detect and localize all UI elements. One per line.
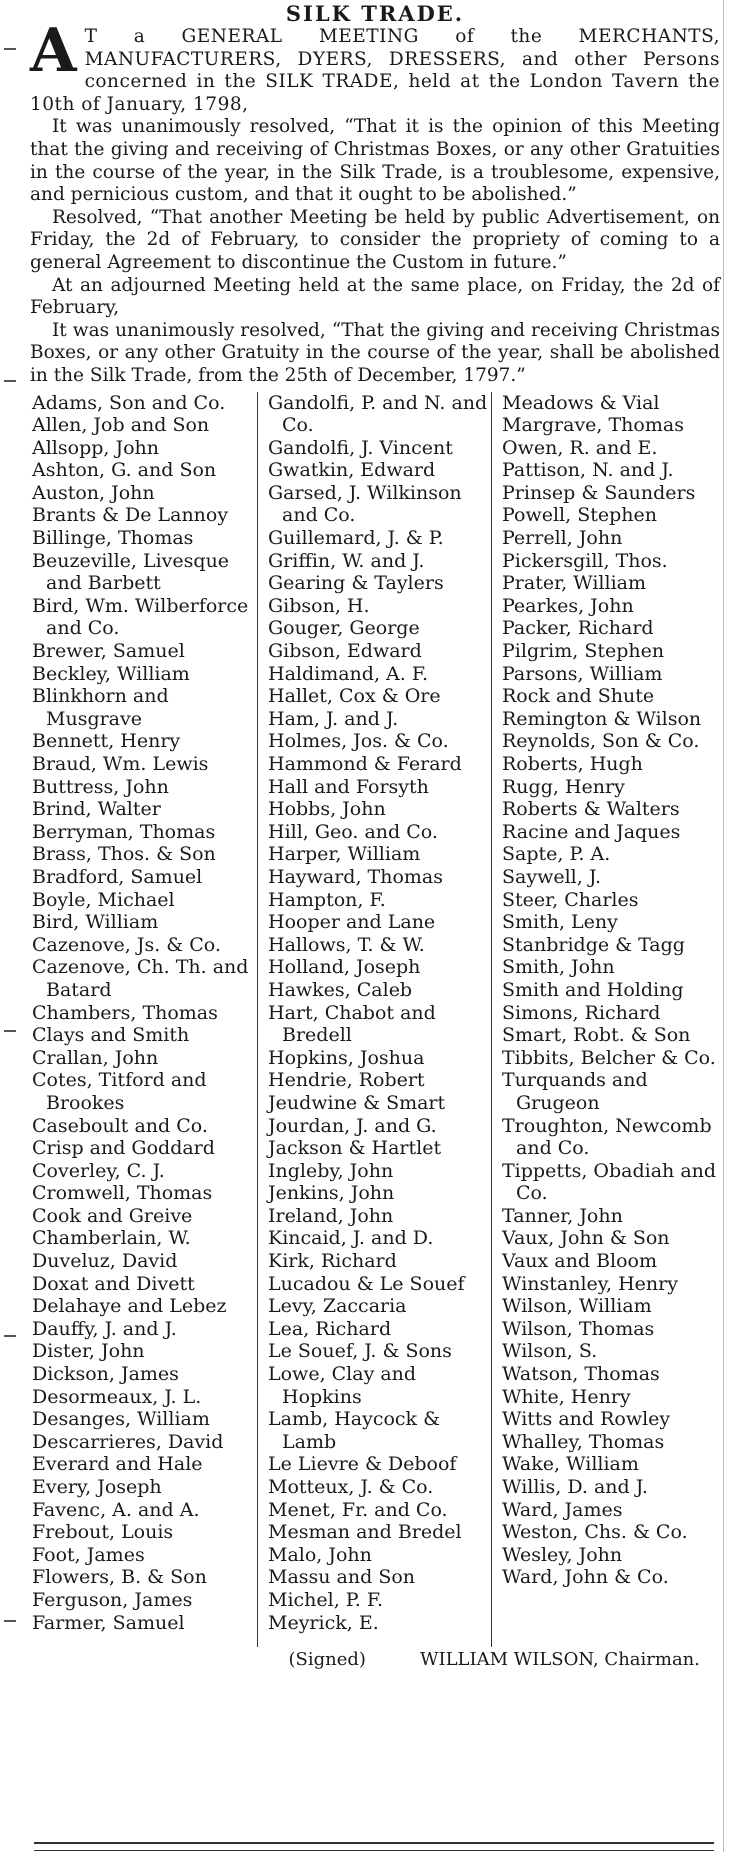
- signatory-name: Smith and Holding: [502, 978, 684, 1001]
- signatory-name: Hill, Geo. and Co.: [268, 820, 438, 843]
- signatory-name: Stanbridge & Tagg: [502, 933, 685, 956]
- signatory-name: Willis, D. and J.: [502, 1476, 648, 1498]
- signatory-name: Favenc, A. and A.: [32, 1498, 200, 1521]
- signatory-name: Dauffy, J. and J.: [32, 1317, 177, 1340]
- signatory-name: Pickersgill, Thos.: [502, 549, 668, 572]
- signatory-name: Cook and Greive: [32, 1204, 193, 1227]
- signatory-name: Buttress, John: [32, 775, 169, 798]
- signatory-name: Braud, Wm. Lewis: [32, 753, 209, 775]
- signatory-name: Levy, Zaccaria: [268, 1295, 407, 1318]
- intro-paragraph: [30, 16, 720, 116]
- heading: SILK TRADE.: [285, 1, 465, 26]
- signatory-name: Dister, John: [32, 1340, 145, 1363]
- signatory-name: Mesman and Bredel: [268, 1521, 462, 1544]
- signatory-name: Brass, Thos. & Son: [32, 843, 216, 866]
- intro-text: T a GENERAL MEETING of the MERCHANTS, MANUFACTURERS, DYERS, DRESSERS, and other Persons concerned in the SILK TRADE, held at the London Tavern the 10th of January, 1798,: [30, 26, 720, 115]
- adjacent-column-fragment: [723, 0, 750, 1852]
- signatory-name: Smith, Leny: [502, 911, 618, 934]
- signatory-name: Massu and Son: [268, 1566, 416, 1589]
- signatory-name: Every, Joseph: [32, 1476, 162, 1498]
- signatory-name: Chambers, Thomas: [32, 1001, 218, 1024]
- left-margin-marks: [0, 0, 26, 1852]
- signatory-name: Billinge, Thomas: [32, 527, 194, 550]
- signatory-name: Gwatkin, Edward: [268, 459, 436, 482]
- signatory-name: Griffin, W. and J.: [268, 549, 425, 572]
- signatory-name: Hopkins, Joshua: [268, 1046, 425, 1069]
- signatory-name: Rock and Shute: [502, 685, 655, 708]
- signatory-name: Brind, Walter: [32, 798, 161, 821]
- signatory-name: Ingleby, John: [268, 1159, 394, 1182]
- signatory-name: Simons, Richard: [502, 1001, 661, 1024]
- signatory-name: Desanges, William: [32, 1408, 210, 1431]
- signatory-name: Holmes, Jos. & Co.: [268, 730, 449, 753]
- signatory-name: Blinkhorn and Musgrave: [32, 685, 169, 730]
- signatory-name: Cazenove, Js. & Co.: [32, 933, 221, 956]
- signatory-name: Descarrieres, David: [32, 1430, 224, 1453]
- chairman-name: WILLIAM WILSON, Chairman.: [419, 1648, 700, 1670]
- signatory-name: Beuzeville, Livesque and Barbett: [32, 549, 230, 595]
- signatory-name: Lucadou & Le Souef: [268, 1272, 465, 1295]
- signature-line: [30, 1649, 720, 1671]
- signatory-name: Vaux, John & Son: [502, 1227, 670, 1250]
- signatory-name: Tippetts, Obadiah and Co.: [502, 1159, 717, 1205]
- signatory-name: Adams, Son and Co.: [32, 391, 226, 414]
- signatory-name: Whalley, Thomas: [502, 1430, 665, 1453]
- signatory-name: Remington & Wilson: [502, 707, 702, 730]
- signatory-name: Ham, J. and J.: [268, 707, 399, 730]
- signatories-column-2: [257, 392, 491, 1647]
- signatory-name: Jeudwine & Smart: [268, 1091, 446, 1114]
- signatory-name: Hendrie, Robert: [268, 1069, 425, 1092]
- signatory-name: Berryman, Thomas: [32, 820, 216, 843]
- signatory-name: Hayward, Thomas: [268, 865, 443, 888]
- signatory-name: Brants & De Lannoy: [32, 504, 229, 527]
- signatory-name: Harper, William: [268, 843, 421, 866]
- signatory-name: Gearing & Taylers: [268, 572, 444, 595]
- signatory-name: Malo, John: [268, 1543, 372, 1566]
- advertisement: [30, 2, 720, 1671]
- signatory-name: Crallan, John: [32, 1046, 159, 1069]
- signatory-name: Tanner, John: [502, 1204, 623, 1227]
- signatory-name: Holland, Joseph: [268, 956, 421, 979]
- signatory-name: Brewer, Samuel: [32, 640, 185, 663]
- signatory-name: Hart, Chabot and Bredell: [268, 1001, 436, 1047]
- signatory-name: Auston, John: [32, 481, 155, 504]
- signatory-name: Wilson, S.: [502, 1340, 598, 1363]
- signatory-name: Hammond & Ferard: [268, 753, 462, 775]
- signatory-name: Michel, P. F.: [268, 1588, 384, 1611]
- signatory-name: Steer, Charles: [502, 888, 639, 911]
- signatory-name: Smith, John: [502, 956, 615, 979]
- signatory-name: Ward, John & Co.: [502, 1566, 669, 1589]
- signatory-name: Ward, James: [502, 1498, 623, 1521]
- signatory-name: Bradford, Samuel: [32, 865, 203, 888]
- signatory-name: Racine and Jaques: [502, 820, 681, 843]
- signed-label: (Signed): [288, 1648, 366, 1670]
- signatory-name: Cromwell, Thomas: [32, 1182, 213, 1205]
- signatory-name: Vaux and Bloom: [502, 1250, 657, 1273]
- signatory-name: Le Souef, J. & Sons: [268, 1340, 452, 1363]
- signatory-name: Reynolds, Son & Co.: [502, 730, 700, 753]
- signatory-name: Wake, William: [502, 1453, 639, 1476]
- signatory-name: Prater, William: [502, 572, 646, 595]
- signatory-name: Bird, Wm. Wilberforce and Co.: [32, 594, 249, 640]
- signatory-name: Haldimand, A. F.: [268, 662, 429, 685]
- signatory-name: Garsed, J. Wilkinson and Co.: [268, 481, 462, 527]
- signatory-name: Margrave, Thomas: [502, 414, 684, 437]
- signatory-name: Gandolfi, P. and N. and Co.: [268, 391, 488, 437]
- signatory-name: Meadows & Vial: [502, 391, 660, 414]
- signatory-name: Lowe, Clay and Hopkins: [268, 1363, 417, 1408]
- signatory-name: Everard and Hale: [32, 1453, 203, 1476]
- signatory-name: Crisp and Goddard: [32, 1137, 215, 1160]
- signatory-name: Desormeaux, J. L.: [32, 1385, 202, 1408]
- signatory-name: Guillemard, J. & P.: [268, 527, 444, 550]
- resolution-3: It was unanimously resolved, “That the giving and receiving Christmas Boxes, or any other Gratuity in the course of the year, shall be abolished in the Silk Trade, from the 25th of December, 1797.”: [30, 319, 720, 386]
- signatory-name: Coverley, C. J.: [32, 1159, 165, 1182]
- signatory-name: Lamb, Haycock & Lamb: [268, 1408, 441, 1453]
- signatory-name: Pilgrim, Stephen: [502, 640, 665, 663]
- signatory-name: Kincaid, J. and D.: [268, 1227, 434, 1250]
- signatory-name: Bird, William: [32, 911, 159, 934]
- signatory-name: Sapte, P. A.: [502, 843, 611, 866]
- signatory-name: Kirk, Richard: [268, 1250, 397, 1273]
- signatory-name: Motteux, J. & Co.: [268, 1476, 434, 1498]
- signatory-name: Ireland, John: [268, 1204, 394, 1227]
- signatory-name: Jenkins, John: [268, 1182, 395, 1205]
- signatory-name: Chamberlain, W.: [32, 1227, 191, 1250]
- signatory-name: Flowers, B. & Son: [32, 1566, 207, 1589]
- signatory-name: Cazenove, Ch. Th. and Batard: [32, 956, 249, 1001]
- signatory-name: Saywell, J.: [502, 865, 601, 888]
- signatory-name: Hall and Forsyth: [268, 775, 429, 798]
- signatories-column-1: [30, 392, 257, 1647]
- signatory-name: Gouger, George: [268, 617, 420, 640]
- signatory-name: Boyle, Michael: [32, 888, 175, 911]
- signatory-name: Turquands and Grugeon: [502, 1069, 648, 1114]
- signatory-name: Gibson, Edward: [268, 640, 422, 663]
- signatory-name: Caseboult and Co.: [32, 1114, 208, 1137]
- signatory-name: Hampton, F.: [268, 888, 386, 911]
- signatories-list: [30, 392, 720, 1647]
- signatory-name: Jackson & Hartlet: [268, 1137, 442, 1160]
- signatory-name: Allen, Job and Son: [32, 414, 210, 437]
- resolution-2: Resolved, “That another Meeting be held by public Advertisement, on Friday, the 2d of February, to consider the propriety of coming to a general Agreement to discontinue the Custom in future.”: [30, 206, 720, 273]
- signatory-name: Frebout, Louis: [32, 1521, 174, 1544]
- signatory-name: Owen, R. and E.: [502, 436, 658, 459]
- signatory-name: Duveluz, David: [32, 1250, 178, 1273]
- signatory-name: Ashton, G. and Son: [32, 459, 217, 482]
- signatory-name: Witts and Rowley: [502, 1408, 671, 1431]
- signatory-name: Perrell, John: [502, 527, 623, 550]
- signatory-name: Hobbs, John: [268, 798, 386, 821]
- signatory-name: Menet, Fr. and Co.: [268, 1498, 448, 1521]
- signatory-name: Le Lievre & Deboof: [268, 1453, 457, 1476]
- signatory-name: Foot, James: [32, 1543, 145, 1566]
- signatory-name: Allsopp, John: [32, 436, 159, 459]
- signatory-name: Winstanley, Henry: [502, 1272, 678, 1295]
- drop-cap: A: [30, 16, 77, 86]
- signatory-name: Troughton, Newcomb and Co.: [502, 1114, 712, 1160]
- signatory-name: Wilson, Thomas: [502, 1317, 655, 1340]
- signatory-name: Jourdan, J. and G.: [268, 1114, 437, 1137]
- signatory-name: Rugg, Henry: [502, 775, 625, 798]
- signatory-name: Bennett, Henry: [32, 730, 181, 753]
- signatory-name: Gandolfi, J. Vincent: [268, 436, 453, 459]
- signatory-name: Hooper and Lane: [268, 911, 436, 934]
- signatory-name: Hallows, T. & W.: [268, 933, 425, 956]
- signatory-name: Doxat and Divett: [32, 1272, 195, 1295]
- signatory-name: Hallet, Cox & Ore: [268, 685, 441, 708]
- signatory-name: Wilson, William: [502, 1295, 652, 1318]
- signatory-name: Hawkes, Caleb: [268, 978, 413, 1001]
- signatory-name: Clays and Smith: [32, 1024, 190, 1047]
- signatories-column-3: [491, 392, 720, 1647]
- signatory-name: Smart, Robt. & Son: [502, 1024, 691, 1047]
- signatory-name: Cotes, Titford and Brookes: [32, 1069, 207, 1114]
- signatory-name: Wesley, John: [502, 1543, 623, 1566]
- signatory-name: Tibbits, Belcher & Co.: [502, 1046, 716, 1069]
- signatory-name: Roberts & Walters: [502, 798, 680, 821]
- signatory-name: Watson, Thomas: [502, 1363, 660, 1386]
- signatory-name: Prinsep & Saunders: [502, 481, 696, 504]
- signatory-name: Beckley, William: [32, 662, 190, 685]
- signatory-name: Pearkes, John: [502, 594, 634, 617]
- signatory-name: Delahaye and Lebez: [32, 1295, 227, 1318]
- signatory-name: Roberts, Hugh: [502, 753, 643, 775]
- signatory-name: Gibson, H.: [268, 594, 370, 617]
- signatory-name: Farmer, Samuel: [32, 1611, 185, 1634]
- signatory-name: White, Henry: [502, 1385, 631, 1408]
- signatory-name: Ferguson, James: [32, 1588, 193, 1611]
- adjourned-meeting: At an adjourned Meeting held at the same place, on Friday, the 2d of February,: [30, 274, 720, 319]
- signatory-name: Powell, Stephen: [502, 504, 657, 527]
- signatory-name: Pattison, N. and J.: [502, 459, 674, 482]
- signatory-name: Meyrick, E.: [268, 1611, 379, 1634]
- signatory-name: Parsons, William: [502, 662, 663, 685]
- signatory-name: Lea, Richard: [268, 1317, 392, 1340]
- signatory-name: Packer, Richard: [502, 617, 654, 640]
- signatory-name: Weston, Chs. & Co.: [502, 1521, 688, 1544]
- signatory-name: Dickson, James: [32, 1363, 179, 1386]
- resolution-1: It was unanimously resolved, “That it is the opinion of this Meeting that the giving and receiving of Christmas Boxes, or any other Gratuities in the course of the year, in the Silk Trade, is a troublesome, expensive, and pernicious custom, and that it ought to be abolished.”: [30, 116, 720, 206]
- bottom-rule: [34, 1842, 714, 1851]
